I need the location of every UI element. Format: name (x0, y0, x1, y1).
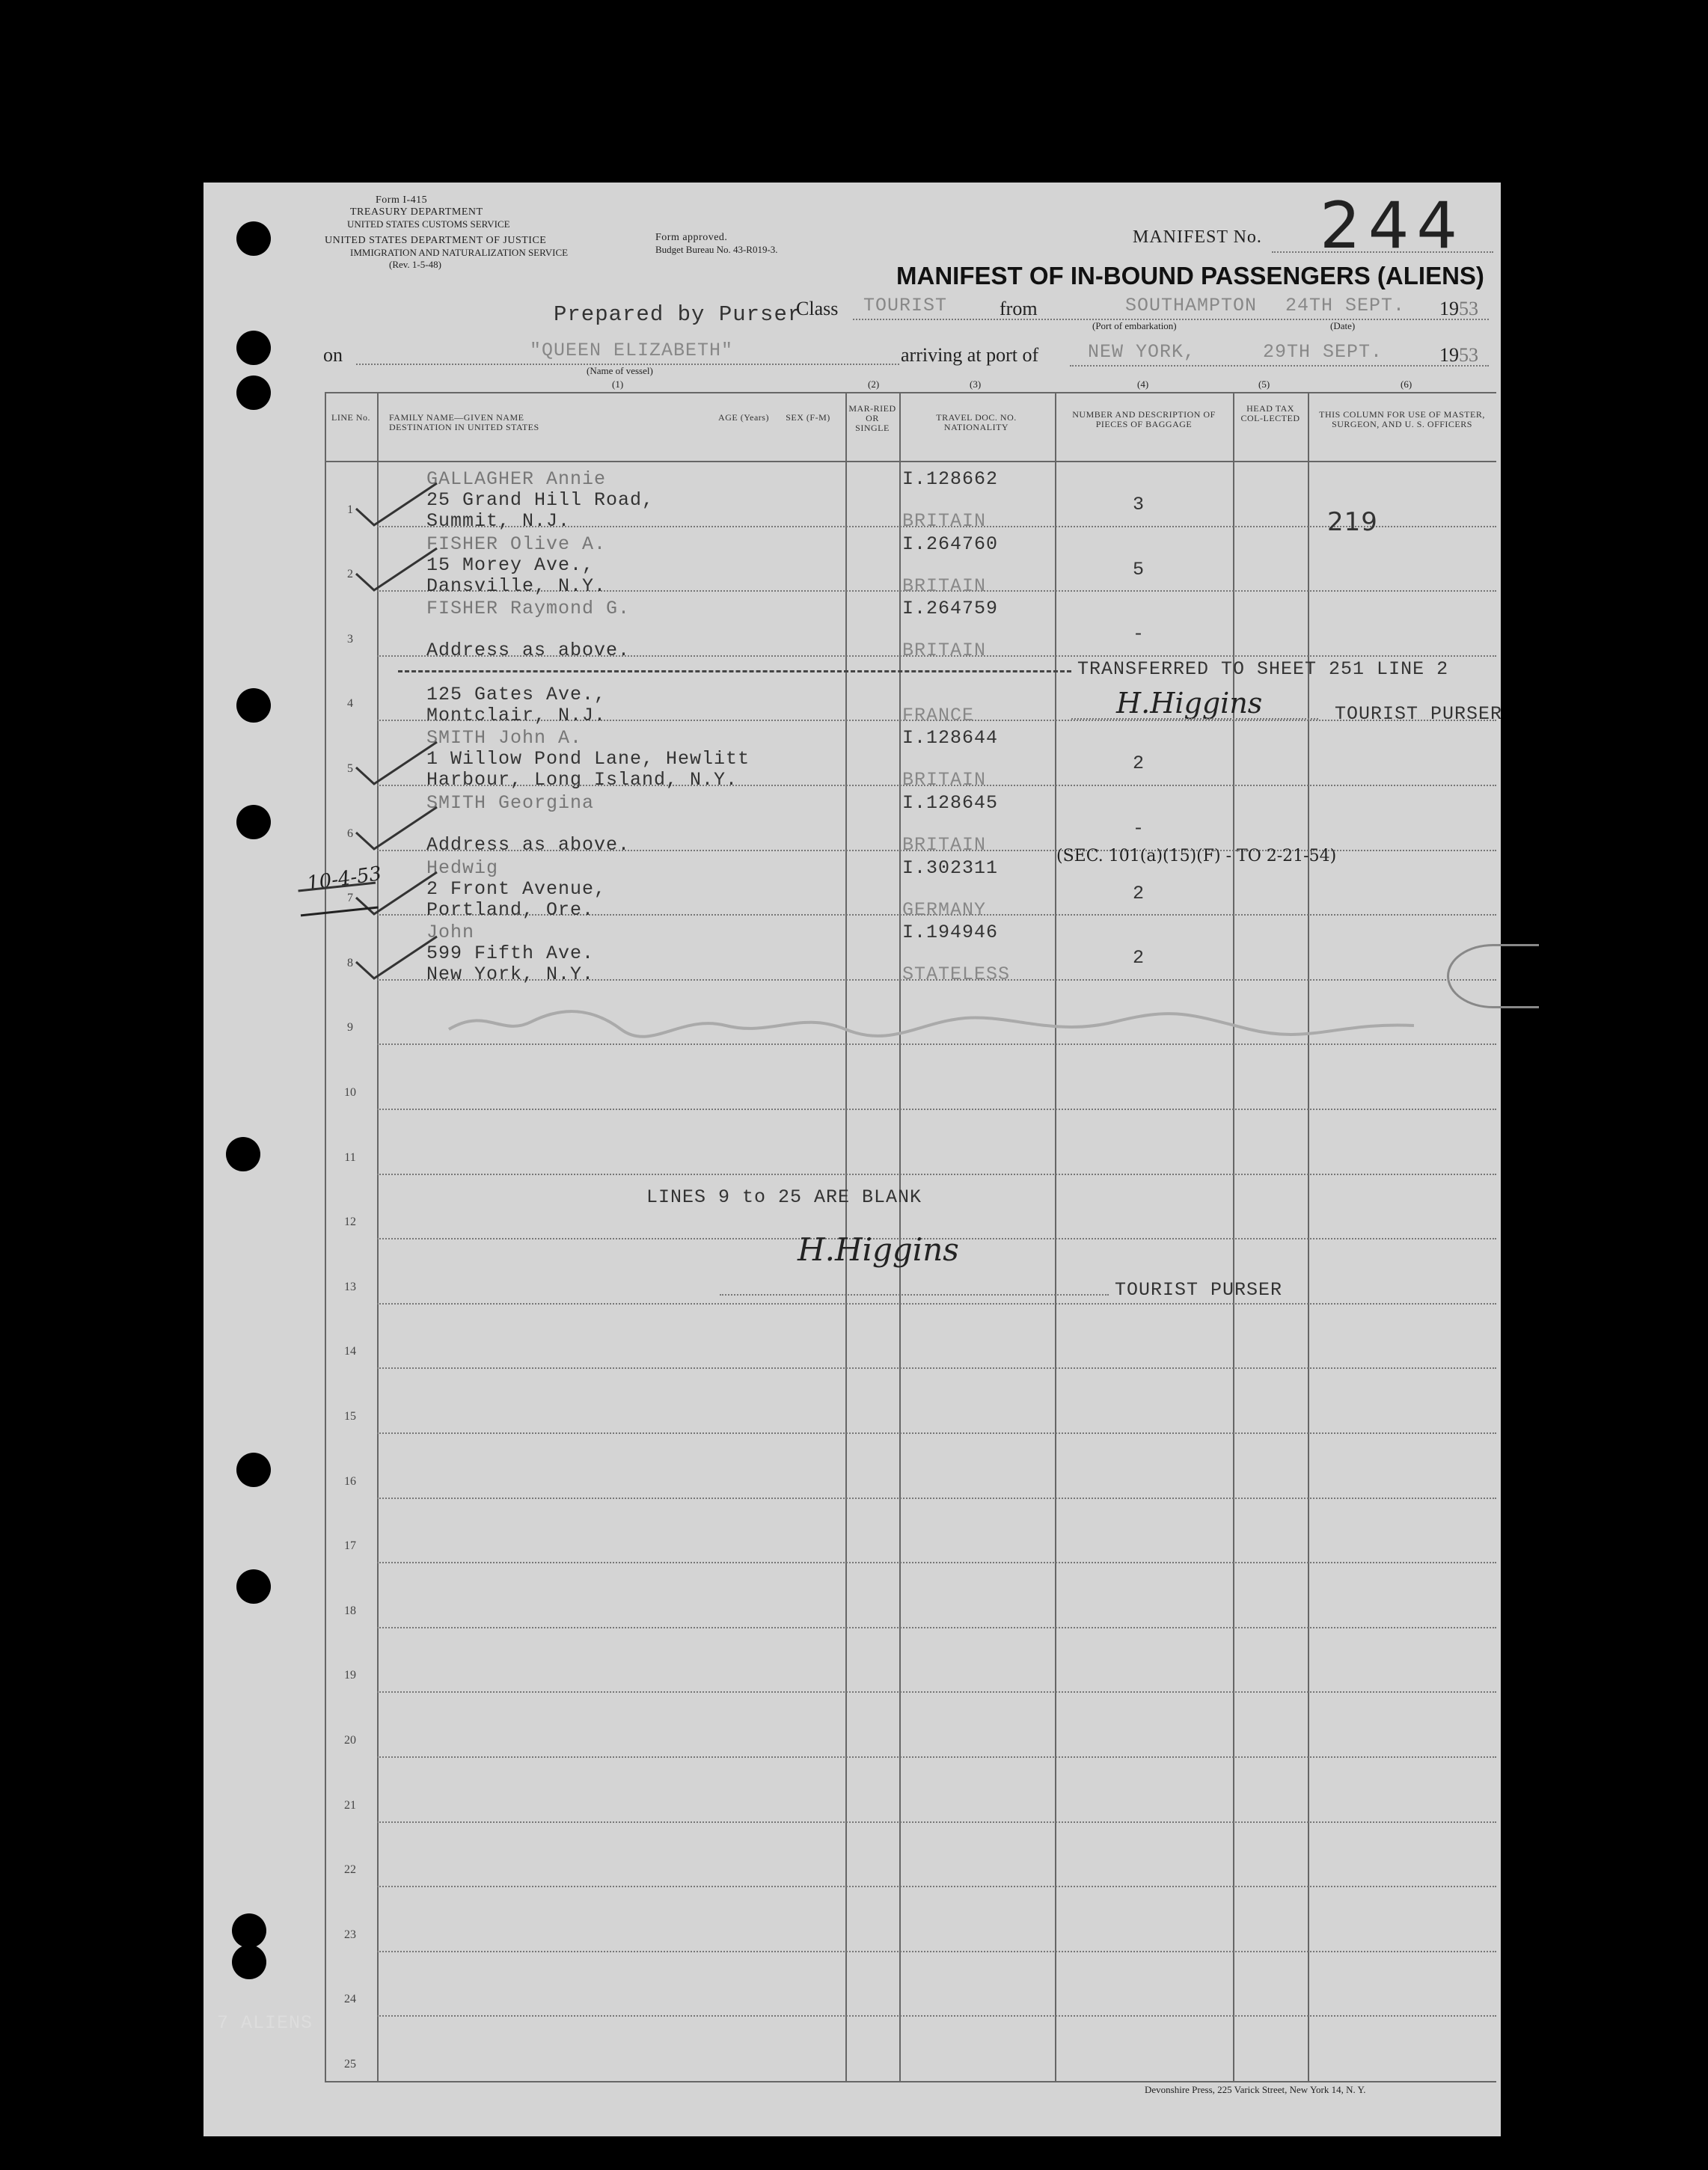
strike-line (398, 670, 1071, 672)
baggage-count: 2 (1133, 753, 1145, 775)
passenger-name: GALLAGHER Annie (426, 468, 607, 490)
lines-blank-note: LINES 9 to 25 ARE BLANK (646, 1186, 922, 1208)
punch-hole (236, 688, 271, 723)
vessel-caption: (Name of vessel) (587, 365, 653, 376)
line-number: 25 (344, 2058, 356, 2071)
col-number: (6) (1401, 378, 1412, 390)
treasury-label: TREASURY DEPARTMENT (350, 206, 483, 218)
passenger-address: 599 Fifth Ave. (426, 943, 595, 965)
nationality: BRITAIN (902, 640, 987, 662)
punch-hole (226, 1137, 260, 1171)
row-rule (377, 1756, 1496, 1758)
nationality: BRITAIN (902, 769, 987, 791)
passenger-city: Harbour, Long Island, N.Y. (426, 769, 738, 791)
row-rule (377, 1821, 1496, 1823)
manifest-title: MANIFEST OF IN-BOUND PASSENGERS (ALIENS) (896, 262, 1484, 289)
customs-label: UNITED STATES CUSTOMS SERVICE (347, 218, 510, 230)
line-number: 7 (347, 892, 353, 905)
travel-doc-no: I.302311 (902, 856, 999, 879)
row-rule (377, 1951, 1496, 1952)
line-number: 6 (347, 827, 353, 840)
punch-hole (236, 376, 271, 410)
table-top-rule (325, 392, 1496, 393)
line-number: 21 (344, 1798, 356, 1812)
class-value: TOURIST (863, 295, 948, 316)
line-number: 19 (344, 1669, 356, 1682)
baggage-count: 2 (1133, 947, 1145, 969)
nationality: BRITAIN (902, 574, 987, 597)
tourist-purser-2: TOURIST PURSER (1115, 1279, 1283, 1301)
col-number: (4) (1137, 378, 1149, 390)
table-header-rule (325, 461, 1496, 462)
from-label: from (1000, 298, 1038, 319)
manifest-page (203, 183, 1501, 2136)
passenger-city: New York, N.Y. (426, 963, 595, 986)
budget-label: Budget Bureau No. 43-R019-3. (655, 244, 778, 255)
check-mark (352, 932, 441, 984)
punch-hole (232, 1913, 266, 1948)
punch-hole (232, 1945, 266, 1979)
line-number: 12 (344, 1216, 356, 1229)
travel-doc-no: I.264759 (902, 598, 999, 620)
travel-doc-no: I.128644 (902, 727, 999, 750)
punch-hole (236, 1569, 271, 1604)
line-number: 20 (344, 1734, 356, 1747)
signature-line (1071, 718, 1318, 720)
baggage-count: 2 (1133, 882, 1145, 904)
travel-doc-no: I.128662 (902, 468, 999, 490)
nationality: BRITAIN (902, 834, 987, 856)
nationality: GERMANY (902, 898, 987, 921)
signature: H.Higgins (1116, 687, 1263, 720)
date-caption: (Date) (1330, 320, 1356, 331)
line-number: 13 (344, 1280, 356, 1293)
row-rule (377, 1627, 1496, 1628)
vessel-value: "QUEEN ELIZABETH" (530, 340, 734, 361)
on-label: on (323, 344, 343, 366)
line-number: 14 (344, 1345, 356, 1358)
port-embark-caption: (Port of embarkation) (1092, 320, 1177, 331)
row-rule (377, 1174, 1496, 1175)
year2: 1953 (1439, 344, 1478, 366)
col-number: (1) (612, 378, 624, 390)
row-rule (377, 1886, 1496, 1887)
passenger-name: Hedwig (426, 856, 499, 879)
passenger-name: SMITH John A. (426, 727, 583, 750)
passenger-city: Address as above. (426, 640, 631, 662)
line-number: 15 (344, 1410, 356, 1423)
officer-note: 219 (1327, 507, 1378, 537)
col-number: (5) (1258, 378, 1270, 390)
class-label: Class (796, 298, 839, 319)
line-number: 23 (344, 1928, 356, 1941)
table-bottom-rule (325, 2081, 1496, 2082)
passenger-city: Portland, Ore. (426, 898, 595, 921)
col-divider (1308, 392, 1309, 2082)
baggage-count: - (1133, 818, 1145, 839)
passenger-city: Montclair, N.J. (426, 704, 607, 726)
passenger-city: Address as above. (426, 834, 631, 856)
travel-doc-no: I.264760 (902, 533, 999, 555)
signature-2: H.Higgins (798, 1231, 959, 1268)
passenger-address: 1 Willow Pond Lane, Hewlitt (426, 748, 750, 770)
nationality: BRITAIN (902, 510, 987, 532)
col-divider (1055, 392, 1056, 2082)
col-divider (377, 392, 379, 2082)
line-number: 5 (347, 762, 353, 775)
arrival-port: NEW YORK, (1088, 341, 1196, 363)
check-mark (352, 479, 441, 531)
row-rule (377, 1303, 1496, 1305)
punch-hole (236, 331, 271, 365)
travel-doc-no: I.194946 (902, 922, 999, 944)
stamp-date: 10-4-53 (305, 862, 383, 895)
punch-hole (236, 805, 271, 839)
passenger-address: 125 Gates Ave., (426, 683, 607, 705)
passenger-city: Dansville, N.Y. (426, 574, 607, 597)
row-rule (377, 1498, 1496, 1499)
line-number: 2 (347, 568, 353, 581)
row-rule (377, 1109, 1496, 1110)
col-header-name: FAMILY NAME—GIVEN NAME DESTINATION IN UNITED STATES (389, 412, 539, 432)
baggage-count: - (1133, 623, 1145, 646)
sec-note: (SEC. 101(a)(15)(F) - TO 2-21-54) (1056, 847, 1337, 865)
col-number: (3) (970, 378, 982, 390)
arrival-date: 29TH SEPT. (1263, 341, 1383, 363)
transferred-note: TRANSFERRED TO SHEET 251 LINE 2 (1077, 658, 1449, 680)
passenger-name: John (426, 922, 475, 944)
baggage-count: 5 (1133, 558, 1145, 580)
row-rule (377, 1367, 1496, 1369)
col-header-officers: THIS COLUMN FOR USE OF MASTER, SURGEON, AND U. S. OFFICERS (1319, 409, 1485, 429)
line-number: 18 (344, 1604, 356, 1617)
passenger-name: FISHER Raymond G. (426, 598, 631, 620)
passenger-name: FISHER Olive A. (426, 533, 607, 555)
nationality: STATELESS (902, 963, 1011, 986)
passenger-address: 15 Morey Ave., (426, 554, 595, 576)
line-number: 9 (347, 1021, 353, 1035)
col-header-head-tax: HEAD TAX COL-LECTED (1240, 403, 1300, 423)
year1: 1953 (1439, 298, 1478, 319)
line-number: 1 (347, 503, 353, 516)
row-rule (377, 2015, 1496, 2017)
col-header-line: LINE No. (331, 412, 370, 423)
line-number: 17 (344, 1539, 356, 1553)
printer-credit: Devonshire Press, 225 Varick Street, New York 14, N. Y. (1145, 2084, 1366, 2095)
col-header-sex: SEX (F-M) (786, 412, 830, 423)
line-number: 8 (347, 956, 353, 969)
passenger-city: Summit, N.J. (426, 510, 571, 532)
prepared-by: Prepared by Purser (554, 302, 802, 327)
check-mark (352, 738, 441, 790)
col-divider (1233, 392, 1234, 2082)
line-number: 3 (347, 632, 353, 646)
row-rule (377, 1691, 1496, 1693)
form-number: Form I-415 (376, 194, 428, 206)
form-approved: Form approved. (655, 232, 728, 243)
passenger-name: SMITH Georgina (426, 792, 595, 814)
faint-handwriting (441, 992, 1549, 1052)
signature-2-line (720, 1294, 1109, 1296)
col-divider (325, 392, 326, 2082)
col-header-age: AGE (Years) (718, 412, 769, 423)
arrival-line (1070, 365, 1489, 367)
passenger-address: 2 Front Avenue, (426, 877, 607, 900)
travel-doc-no: I.128645 (902, 792, 999, 814)
aliens-count: 7 ALIENS (217, 2012, 313, 2034)
nationality: FRANCE (902, 704, 975, 726)
punch-hole (236, 221, 271, 256)
from-value: SOUTHAMPTON (1125, 295, 1258, 316)
punch-hole (236, 1453, 271, 1487)
line-number: 11 (344, 1150, 356, 1164)
check-mark (352, 544, 441, 596)
arriving-label: arriving at port of (901, 344, 1039, 366)
ins-label: IMMIGRATION AND NATURALIZATION SERVICE (350, 247, 569, 258)
round-stamp (1447, 944, 1539, 1008)
manifest-no-value: 244 (1320, 189, 1466, 263)
row-rule (377, 1432, 1496, 1434)
col-number: (2) (868, 378, 880, 390)
rev-label: (Rev. 1-5-48) (389, 259, 441, 270)
check-mark (352, 803, 441, 855)
passenger-address: 25 Grand Hill Road, (426, 489, 655, 511)
depart-date: 24TH SEPT. (1285, 295, 1406, 316)
line-number: 24 (344, 1993, 356, 2006)
col-header-baggage: NUMBER AND DESCRIPTION OF PIECES OF BAGGAGE (1072, 409, 1216, 429)
line-number: 4 (347, 697, 353, 711)
line-number: 10 (344, 1086, 356, 1099)
row-rule (377, 1562, 1496, 1563)
manifest-no-label: MANIFEST No. (1133, 227, 1262, 247)
justice-label: UNITED STATES DEPARTMENT OF JUSTICE (325, 235, 547, 246)
baggage-count: 3 (1133, 494, 1145, 515)
col-header-travel-doc: TRAVEL DOC. NO. NATIONALITY (936, 412, 1017, 432)
line-number: 16 (344, 1474, 356, 1488)
tourist-purser: TOURIST PURSER (1335, 703, 1503, 725)
line-number: 22 (344, 1863, 356, 1877)
col-header-married: MAR-RIED OR SINGLE (848, 403, 896, 433)
